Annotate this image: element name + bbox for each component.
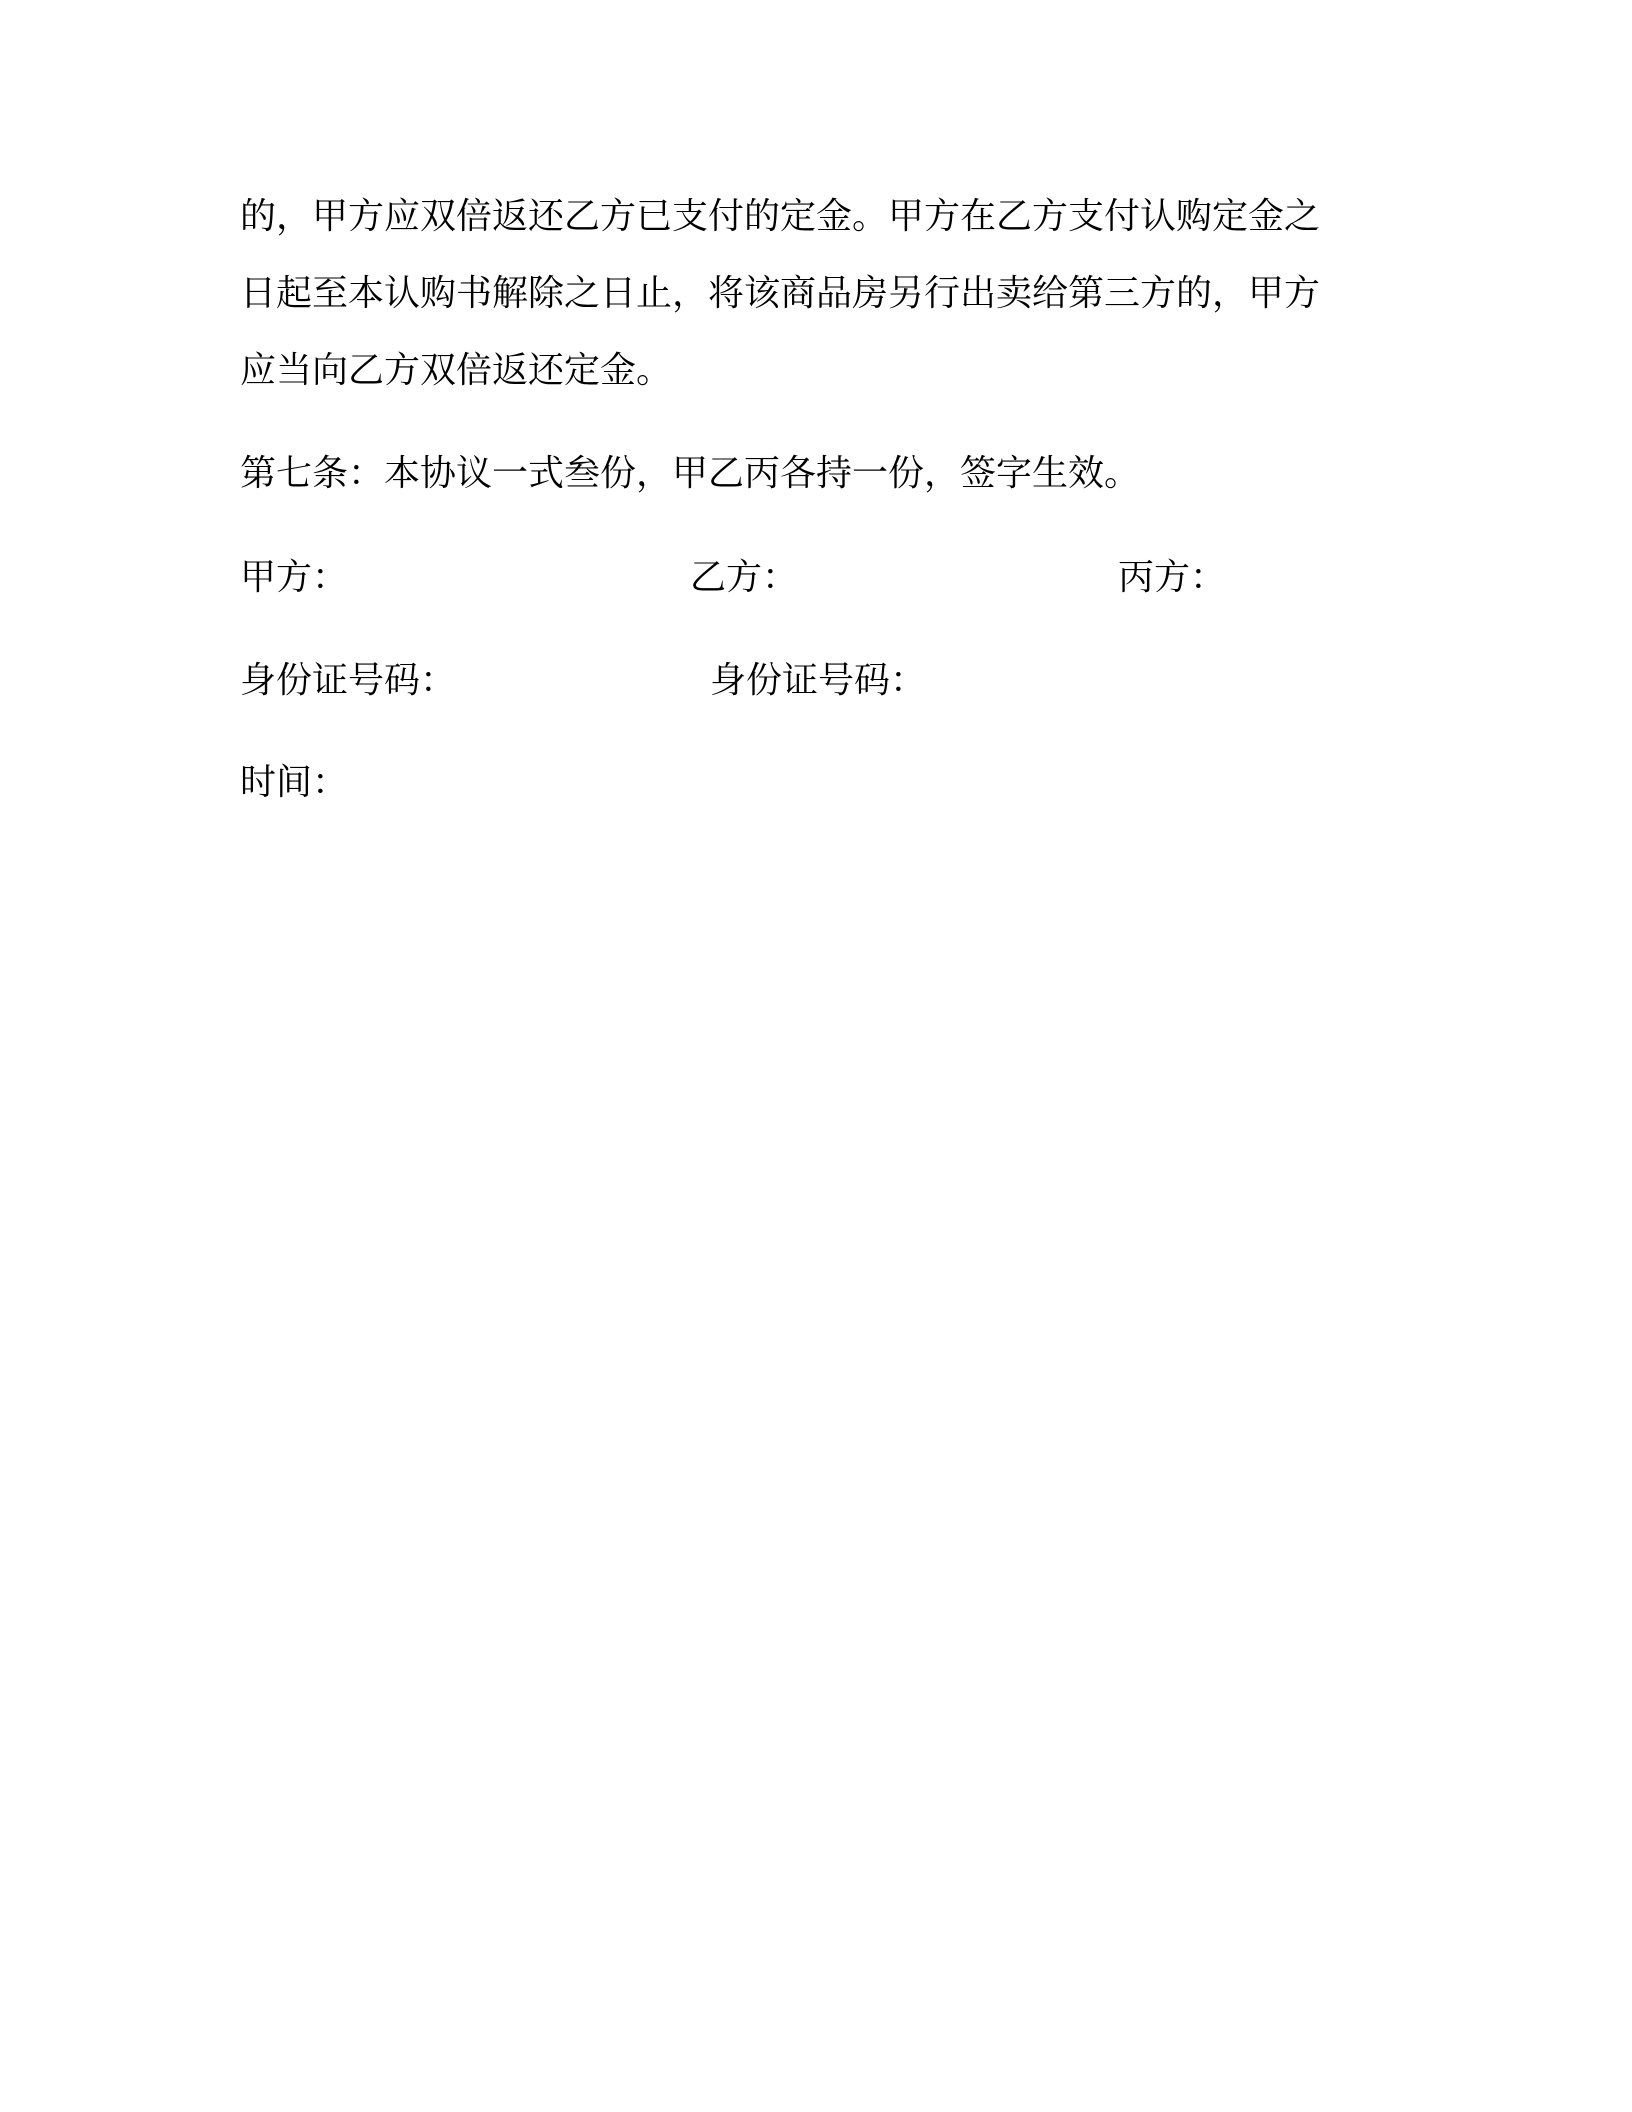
id-number-label-2: 身份证号码： <box>710 660 927 701</box>
paragraph-deposit-terms <box>240 178 1360 409</box>
article-seven: 第七条：本协议一式叁份，甲乙丙各持一份，签字生效。 <box>240 453 1141 494</box>
paragraph-line-1: 的，甲方应双倍返还乙方已支付的定金。甲方在乙方支付认购定金之 <box>240 196 1321 237</box>
paragraph-line-3: 应当向乙方双倍返还定金。 <box>240 350 673 391</box>
paragraph-line-2: 日起至本认购书解除之日止，将该商品房另行出卖给第三方的，甲方 <box>240 273 1321 314</box>
party-a-label: 甲方： <box>240 557 349 598</box>
time-label: 时间： <box>240 762 349 803</box>
id-number-label-1: 身份证号码： <box>240 660 457 701</box>
party-c-label: 丙方： <box>1118 557 1227 598</box>
party-b-label: 乙方： <box>690 557 799 598</box>
